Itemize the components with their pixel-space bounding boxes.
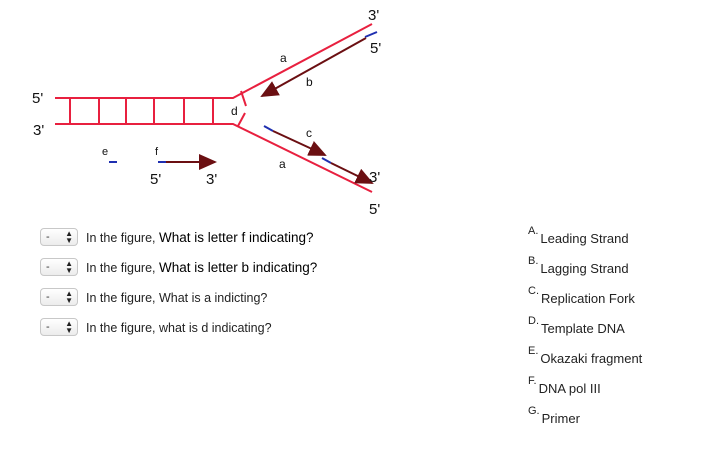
fork-arms <box>218 24 372 192</box>
label-bottom-5prime: 5' <box>369 201 381 218</box>
select-value: - <box>46 261 50 273</box>
select-arrows-icon: ▲ ▼ <box>65 319 73 335</box>
question-text <box>86 290 267 305</box>
question-prefix: In the figure, <box>86 260 159 275</box>
answer-choice <box>528 405 580 428</box>
lower-template-strand <box>218 124 372 192</box>
answer-letter: F. <box>528 375 537 387</box>
select-arrows-icon: ▲ ▼ <box>65 259 73 275</box>
primer-lower-1 <box>264 126 273 131</box>
okazaki-arrow <box>273 131 325 155</box>
lagging-strand-arrow <box>262 38 366 96</box>
label-c: c <box>306 126 312 140</box>
question-row <box>40 226 314 248</box>
label-bottom-3prime: 3' <box>369 169 381 186</box>
select-arrows-icon: ▲ ▼ <box>65 229 73 245</box>
answer-choice <box>528 285 635 308</box>
label-f: f <box>155 146 159 158</box>
answer-text: Replication Fork <box>541 291 635 306</box>
answer-select[interactable] <box>40 288 78 306</box>
answer-letter: B. <box>528 255 539 267</box>
answer-text: Primer <box>541 411 580 426</box>
answer-select[interactable] <box>40 228 78 246</box>
answer-letter: G. <box>528 405 540 417</box>
answer-letter: E. <box>528 345 539 357</box>
label-a-top: a <box>280 51 287 65</box>
select-arrows-icon: ▲ ▼ <box>65 289 73 305</box>
label-left-5prime: 5' <box>32 90 44 107</box>
answer-select[interactable] <box>40 258 78 276</box>
helicase-mark-bottom <box>238 113 245 126</box>
primer-lower-2 <box>322 158 331 163</box>
label-a-bottom: a <box>279 157 286 171</box>
label-left-3prime: 3' <box>33 122 45 139</box>
question-row <box>40 286 267 308</box>
question-prefix: In the figure, <box>86 230 159 245</box>
answer-choice <box>528 345 643 368</box>
upper-template-strand <box>218 24 372 98</box>
answer-select[interactable] <box>40 318 78 336</box>
answer-letter: A. <box>528 225 539 237</box>
question-prefix: In the figure, What is a indicting? <box>86 290 268 305</box>
answer-choice <box>528 375 601 398</box>
select-value: - <box>46 291 50 303</box>
select-value: - <box>46 231 50 243</box>
question-row <box>40 316 272 338</box>
answer-choice <box>528 225 629 248</box>
question-text <box>86 260 317 275</box>
label-b: b <box>306 75 313 89</box>
label-d: d <box>231 104 238 118</box>
answer-text: Lagging Strand <box>540 261 629 276</box>
question-emphasis: What is letter f indicating? <box>158 229 314 245</box>
answer-letter: D. <box>528 315 539 327</box>
question-prefix: In the figure, what is d indicating? <box>86 320 272 335</box>
label-e: e <box>102 146 109 158</box>
answer-text: Okazaki fragment <box>540 351 643 366</box>
question-text <box>86 320 272 335</box>
label-top-3prime: 3' <box>368 7 380 24</box>
leading-strand-arrow <box>331 163 372 183</box>
answer-choice <box>528 255 629 278</box>
label-legend-5prime: 5' <box>150 171 162 188</box>
primer-top <box>365 32 377 37</box>
label-legend-3prime: 3' <box>206 171 218 188</box>
answer-text: DNA pol III <box>538 381 601 396</box>
question-emphasis: What is letter b indicating? <box>158 259 318 275</box>
select-value: - <box>46 321 50 333</box>
parental-dna-ladder <box>55 98 218 124</box>
answer-text: Template DNA <box>541 321 625 336</box>
answer-text: Leading Strand <box>540 231 629 246</box>
question-text <box>86 230 314 245</box>
label-top-5prime: 5' <box>370 40 382 57</box>
answer-letter: C. <box>528 285 539 297</box>
answer-choice <box>528 315 625 338</box>
question-row <box>40 256 317 278</box>
